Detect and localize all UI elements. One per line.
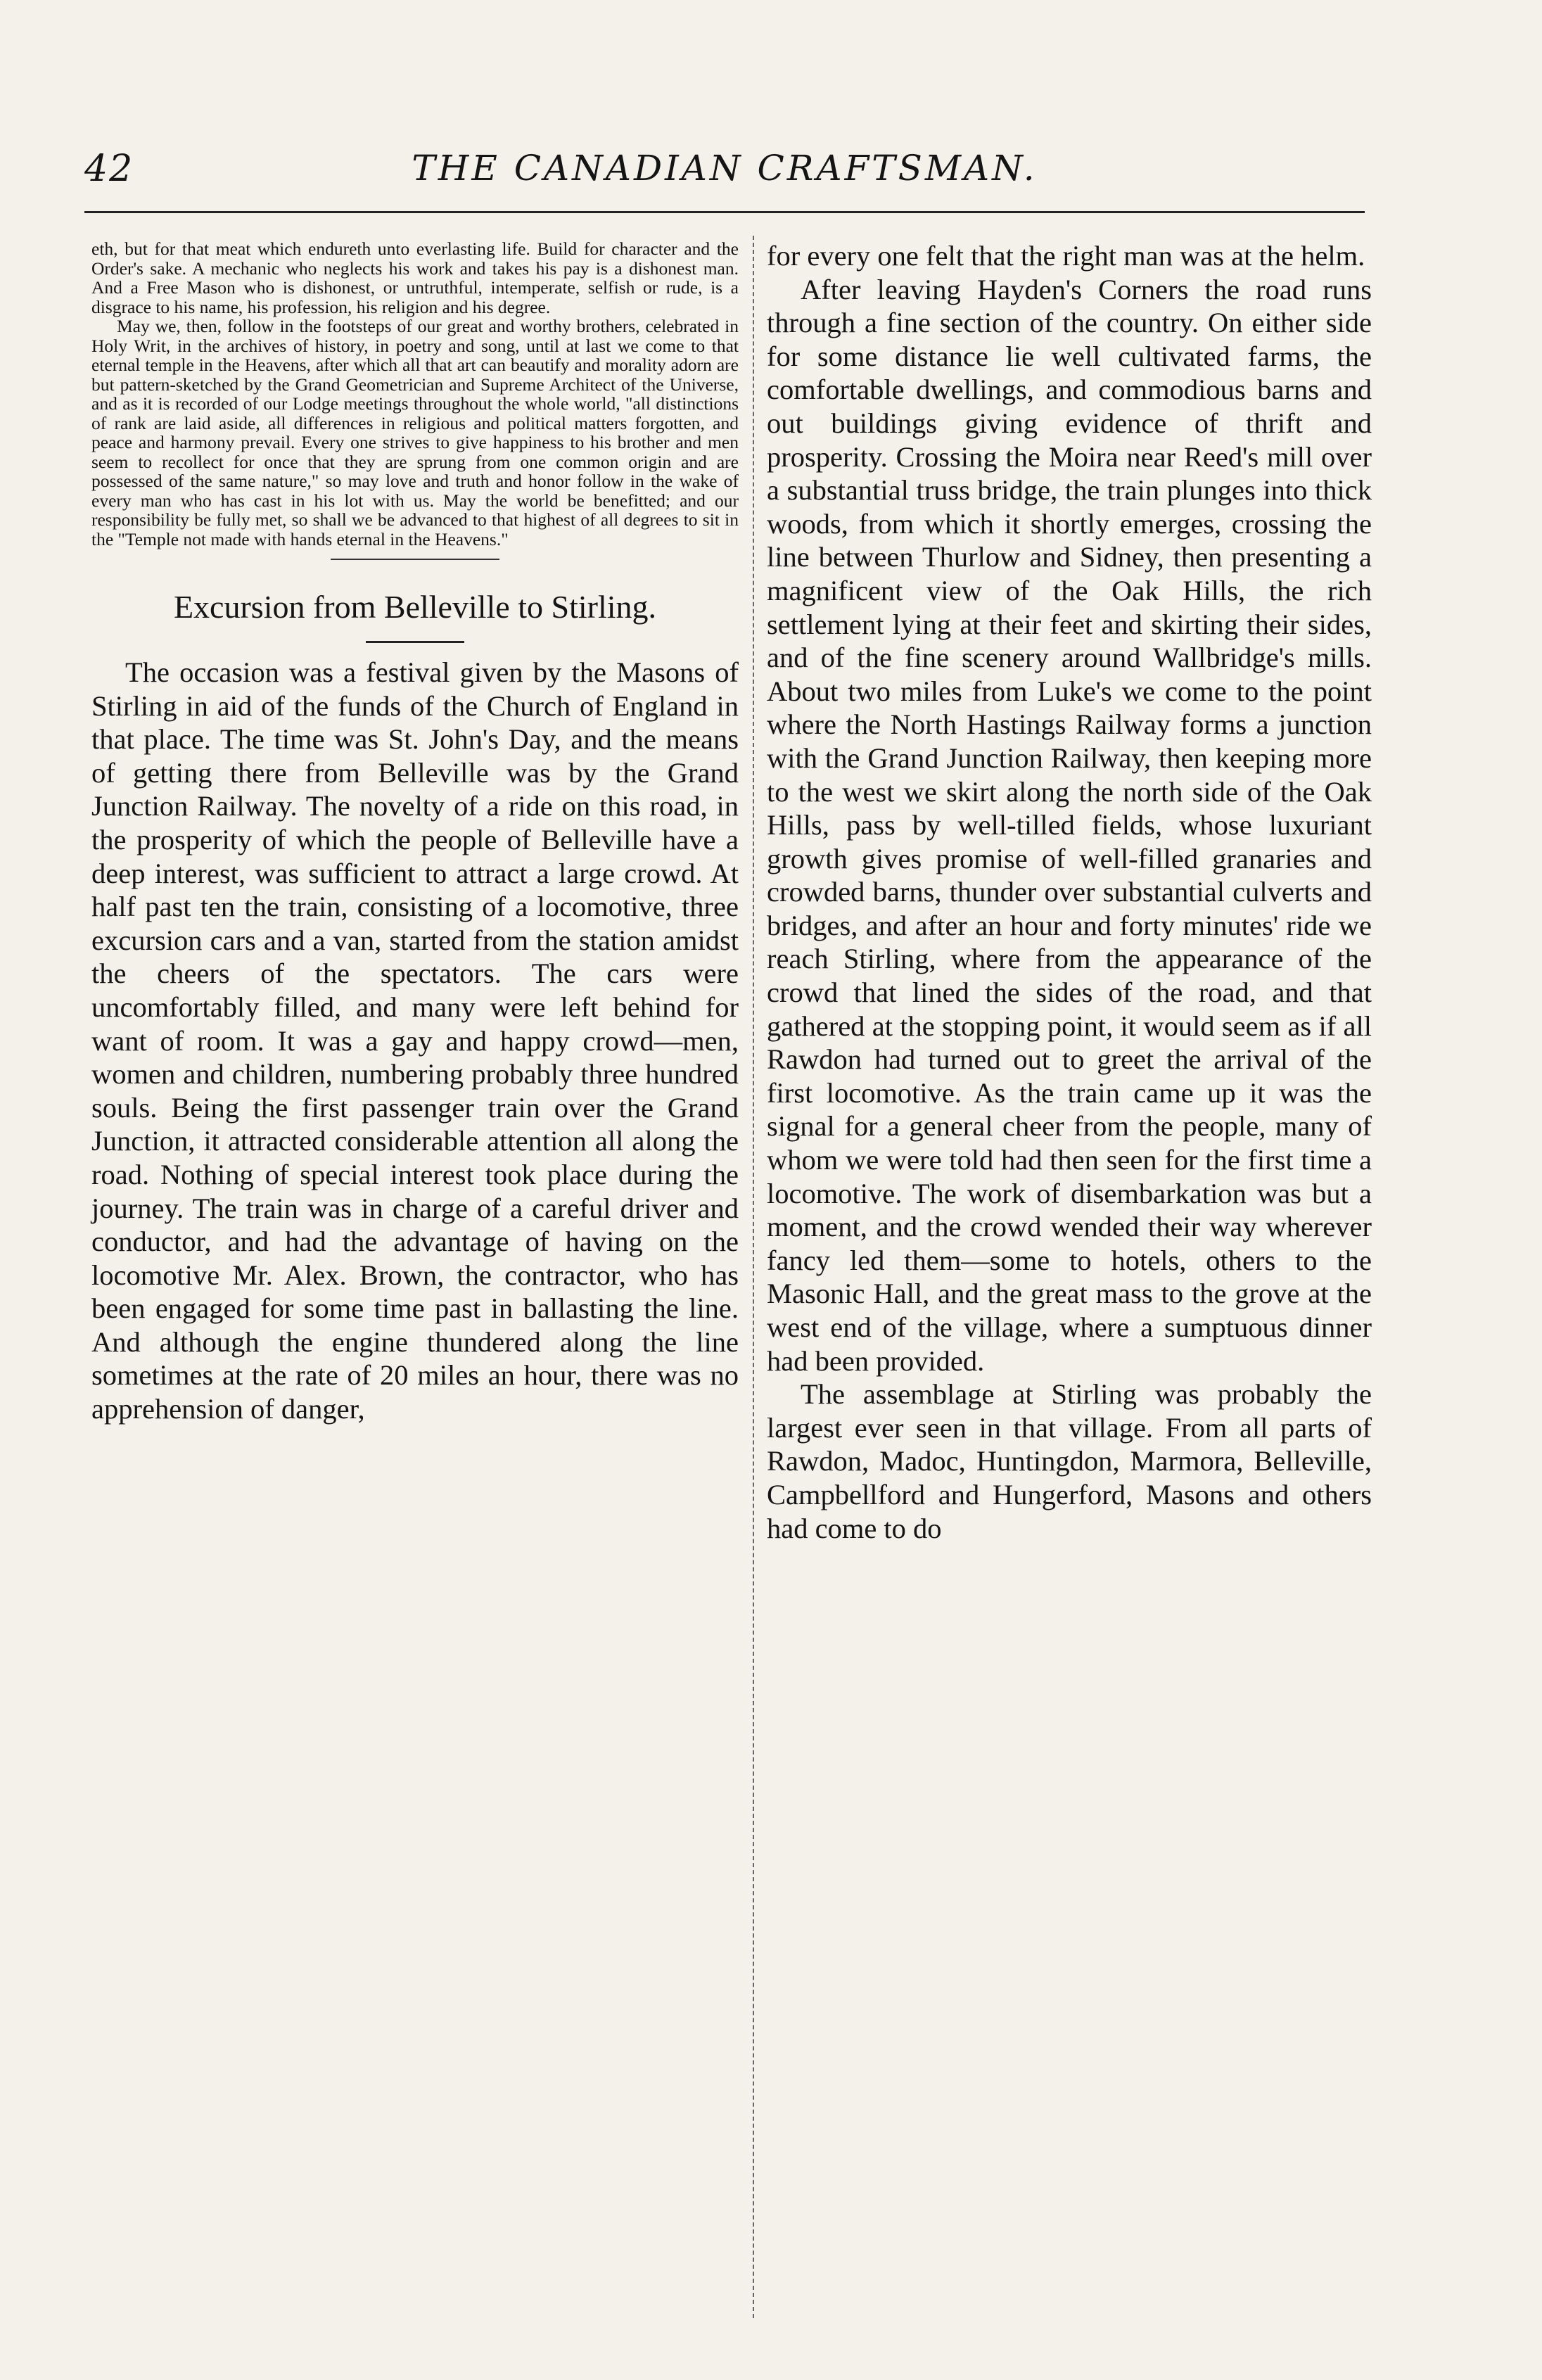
- small-paragraph: eth, but for that meat which endureth unto everlasting life. Build for character and the Order's sake. A mechanic who neglects his work and takes his pay is a dishonest man. And a Free Mason who is dishonest, or untruthful, intemperate, selfish or rude, is a disgrace to his name, his profession, his religion and his degree.: [91, 238, 739, 317]
- header-rule: [84, 211, 1365, 213]
- body-paragraph: The occasion was a festival given by the Masons of Stirling in aid of the funds of the Church of England in that place. The time was St. John's Day, and the means of getting there from Belleville was by the Grand Junction Railway. The novelty of a ride on this road, in the prosperity of which the people of Belleville have a deep interest, was sufficient to attract a large crowd. At half past ten the train, consisting of a locomotive, three excursion cars and a van, started from the station amidst the cheers of the spectators. The cars were uncomfortably filled, and many were left behind for want of room. It was a gay and happy crowd—men, women and children, numbering probably three hundred souls. Being the first passenger train over the Grand Junction, it attracted considerable attention all along the road. Nothing of special interest took place during the journey. The train was in charge of a careful driver and conductor, and had the advantage of having on the locomotive Mr. Alex. Brown, the contractor, who has been engaged for some time past in ballasting the line. And although the engine thundered along the line sometimes at the rate of 20 miles an hour, there was no apprehension of danger,: [91, 656, 739, 1425]
- left-column: [91, 239, 739, 1426]
- column-divider: [753, 236, 754, 2318]
- body-paragraph: After leaving Hayden's Corners the road runs through a fine section of the country. On either side for some distance lie well cultivated farms, the comfortable dwellings, and commodious barns and out buildings giving evidence of thrift and prosperity. Crossing the Moira near Reed's mill over a substantial truss bridge, the train plunges into thick woods, from which it shortly emerges, crossing the line between Thurlow and Sidney, then presenting a magnificent view of the Oak Hills, the rich settlement lying at their feet and skirting their sides, and of the fine scenery around Wallbridge's mills. About two miles from Luke's we come to the point where the North Hastings Railway forms a junction with the Grand Junction Railway, then keeping more to the west we skirt along the north side of the Oak Hills, pass by well-tilled fields, whose luxuriant growth gives promise of well-filled granaries and crowded barns, thunder over substantial culverts and bridges, and after an hour and forty minutes' ride we reach Stirling, where from the appearance of the crowd that lined the sides of the road, and that gathered at the stopping point, it would seem as if all Rawdon had turned out to greet the arrival of the first locomotive. As the train came up it was the signal for a general cheer from the people, many of whom we were told had then seen for the first time a locomotive. The work of disembarkation was but a moment, and the crowd wended their way wherever fancy led them—some to hotels, others to the Masonic Hall, and the great mass to the grove at the west end of the village, where a sumptuous dinner had been provided.: [767, 273, 1372, 1377]
- body-paragraph: for every one felt that the right man was at the helm.: [767, 240, 1365, 272]
- article-body-right: [767, 239, 1372, 1545]
- article-title: Excursion from Belleville to Stirling.: [173, 589, 657, 625]
- small-paragraph: May we, then, follow in the footsteps of our great and worthy brothers, celebrated in Holy Writ, in the archives of history, in poetry and song, until at last we come to that eternal temple in the Heavens, after which all that art can beautify and morality adorn are but pattern-sketched by the Grand Geometrician and Supreme Architect of the Universe, and as it is recorded of our Lodge meetings throughout the whole world, "all distinctions of rank are laid aside, all differences in religious and political matters forgotten, and peace and harmony prevail. Every one strives to give happiness to his brother and men seem to recollect for once that they are sprung from one common origin and are possessed of the same nature," so may love and truth and honor follow in the wake of every man who has cast in his lot with us. May the world be benefitted; and our responsibility be fully met, so shall we be advanced to that highest of all degrees to sit in the "Temple not made with hands eternal in the Heavens.": [91, 316, 739, 549]
- article-body-left: [91, 656, 739, 1426]
- page-number: 42: [84, 148, 134, 190]
- title-rule: [366, 641, 464, 643]
- running-title: THE CANADIAN CRAFTSMAN.: [412, 148, 1038, 189]
- page-header: [84, 148, 1365, 190]
- body-paragraph: The assemblage at Stirling was probably the largest ever seen in that village. From all parts of Rawdon, Madoc, Huntingdon, Marmora, Belleville, Campbellford and Hungerford, Masons and others had come to do: [767, 1378, 1372, 1544]
- article-end-rule: [331, 559, 499, 560]
- right-column: [767, 239, 1372, 1545]
- continued-article: [91, 239, 739, 549]
